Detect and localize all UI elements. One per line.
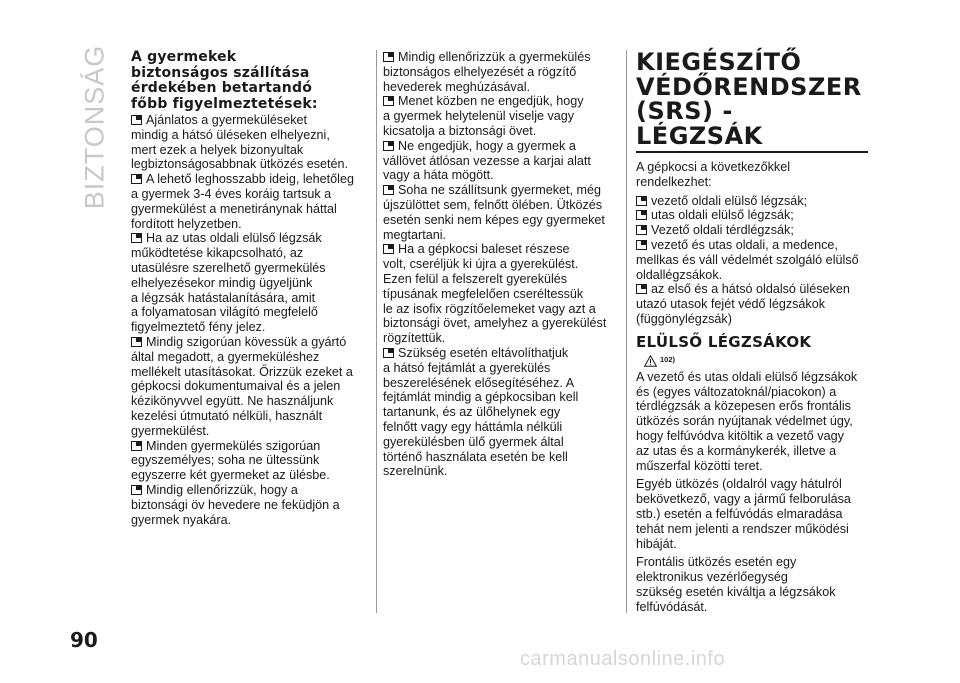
text-line: műszerfal közötti teret. xyxy=(636,458,763,473)
text-line: kézikönyvvel együtt. Ne használjunk xyxy=(131,394,334,409)
text-line: vezető oldali elülső légzsák; xyxy=(651,193,808,208)
warning-ref-number: 102) xyxy=(660,355,676,365)
text-line: Ha az utas oldali elülső légzsák xyxy=(146,231,322,246)
heading-rule xyxy=(636,151,868,153)
bullet-square-icon xyxy=(636,284,647,294)
subsection-heading: ELÜLSŐ LÉGZSÁKOK xyxy=(636,332,812,351)
text-line: legbiztonságosabbnak ütközés esetén. xyxy=(131,157,349,172)
column-divider xyxy=(626,50,627,613)
bullet-list xyxy=(131,113,363,527)
text-line: utas oldali elülső légzsák; xyxy=(651,208,794,223)
text-line: elhelyezésekor mindig ügyeljünk xyxy=(131,275,313,290)
column-2 xyxy=(383,50,615,479)
page-number: 90 xyxy=(70,628,98,652)
bullet-item xyxy=(131,172,363,231)
text-line: biztonságos elhelyezését a rögzítő xyxy=(383,64,577,79)
bullet-item xyxy=(131,439,363,483)
text-line: Frontális ütközés esetén egy xyxy=(636,555,797,570)
warning-reference xyxy=(644,354,868,368)
column-1 xyxy=(131,50,363,527)
text-line: oldallégzsákok. xyxy=(636,267,723,282)
text-line: felnőtt vagy egy háttámla nélküli xyxy=(383,419,563,434)
text-line: A vezető és utas oldali elülső légzsákok xyxy=(636,369,858,384)
text-line: elektronikus vezérlőegység xyxy=(636,570,788,585)
text-line: Ha a gépkocsi baleset részese xyxy=(398,242,570,257)
watermark: carmanualsonline.info xyxy=(520,648,726,670)
bullet-item xyxy=(383,139,615,183)
bullet-item xyxy=(131,483,363,527)
text-line: biztonsági öv hevedere ne feküdjön a xyxy=(131,497,340,512)
text-line: A gépkocsi a következőkkel xyxy=(636,160,791,174)
text-line: esetén senki nem képes egy gyermeket xyxy=(383,212,605,227)
text-line: rendelkezhet: xyxy=(636,174,712,189)
text-line: beszerelésének elősegítéséhez. A xyxy=(383,375,575,390)
warning-heading xyxy=(131,50,363,112)
text-line: hogy felfúvódva kitöltik a vezető vagy xyxy=(636,428,844,443)
body-text xyxy=(636,370,868,615)
text-line: bekövetkező, vagy a jármű felborulása xyxy=(636,492,851,507)
text-line: által megadott, a gyermeküléshez xyxy=(131,349,320,364)
text-line: Soha ne szállítsunk gyermeket, még xyxy=(398,183,602,198)
text-line: gyermekülést. xyxy=(131,423,210,438)
text-line: az első és a hátsó oldalsó üléseken xyxy=(651,282,850,297)
bullet-item xyxy=(636,282,868,326)
bullet-item xyxy=(131,231,363,335)
text-line: Minden gyermekülés szigorúan xyxy=(146,438,321,453)
bullet-list xyxy=(383,50,615,479)
text-line: a gyermek 3-4 éves koráig tartsuk a xyxy=(131,186,332,201)
paragraph xyxy=(636,555,868,614)
bullet-item xyxy=(636,194,868,209)
bullet-square-icon xyxy=(131,485,142,495)
text-line: az utas és a kormánykerék, illetve a xyxy=(636,443,837,458)
bullet-item xyxy=(131,113,363,172)
text-line: mellékelt utasításokat. Őrizzük ezeket a xyxy=(131,364,353,379)
text-line: kezelési útmutató nélküli, használt xyxy=(131,408,323,423)
text-line: gyermekülést a menetiránynak háttal xyxy=(131,201,337,216)
bullet-square-icon xyxy=(383,141,394,151)
text-line: Ne engedjük, hogy a gyermek a xyxy=(398,138,576,153)
bullet-item xyxy=(383,94,615,138)
text-line: Mindig szigorúan kövessük a gyártó xyxy=(146,334,347,349)
text-line: érdekében betartandó xyxy=(131,80,313,96)
warning-triangle-icon xyxy=(644,355,657,367)
text-line: mert ezek a helyek bizonyultak xyxy=(131,142,304,157)
text-line: biztonsági övet, amelyhez a gyerekülést xyxy=(383,316,607,331)
bullet-item xyxy=(383,242,615,346)
section-heading xyxy=(636,50,868,148)
text-line: Vezető oldali térdlégzsák; xyxy=(651,223,794,238)
text-line: kicsatolja a biztonsági övet. xyxy=(383,123,537,138)
text-line: szerelnünk. xyxy=(383,464,448,479)
text-line: figyelmeztető fény jelez. xyxy=(131,320,266,335)
bullet-square-icon xyxy=(636,240,647,250)
bullet-square-icon xyxy=(383,96,394,106)
bullet-square-icon xyxy=(636,196,647,206)
bullet-square-icon xyxy=(131,115,142,125)
text-line: hibáját. xyxy=(636,536,677,551)
text-line: tehát nem jelenti a rendszer működési xyxy=(636,521,849,536)
bullet-item xyxy=(383,346,615,479)
text-line: Ezen felül a felszerelt gyerekülés xyxy=(383,271,568,286)
text-line: Mindig ellenőrizzük, hogy a xyxy=(146,482,298,497)
text-line: megtartani. xyxy=(383,227,446,242)
bullet-square-icon xyxy=(383,52,394,62)
text-line: utasülésre szerelhető gyermekülés xyxy=(131,260,326,275)
bullet-square-icon xyxy=(636,210,647,220)
text-line: a gyermek helytelenül viselje vagy xyxy=(383,109,575,124)
text-line: (SRS) - LÉGZSÁK xyxy=(636,97,763,150)
text-line: A gyermekek xyxy=(131,49,237,65)
text-line: Mindig ellenőrizzük a gyermekülés xyxy=(398,50,591,64)
bullet-item xyxy=(131,335,363,439)
intro-paragraph xyxy=(636,160,868,190)
text-line: Egyéb ütközés (oldalról vagy hátulról xyxy=(636,477,842,492)
text-line: VÉDŐRENDSZER xyxy=(636,72,862,101)
bullet-square-icon xyxy=(131,337,142,347)
text-line: mindig a hátsó üléseken elhelyezni, xyxy=(131,127,330,142)
text-line: gépkocsi dokumentumaival és a jelen xyxy=(131,379,341,394)
text-line: rögzítettük. xyxy=(383,331,446,346)
column-divider xyxy=(376,50,377,613)
text-line: stb.) esetén a felfúvódás elmaradása xyxy=(636,506,843,521)
text-line: gyerekülésben ülő gyermek által xyxy=(383,434,564,449)
text-line: a légzsák hatástalanítására, amit xyxy=(131,290,316,305)
text-line: Menet közben ne engedjük, hogy xyxy=(398,94,584,109)
bullet-square-icon xyxy=(636,225,647,235)
text-line: főbb figyelmeztetések: xyxy=(131,95,318,112)
text-line: történő használata esetén be kell xyxy=(383,449,568,464)
text-line: utazó utasok fejét védő légzsákok xyxy=(636,297,826,312)
text-line: tartanunk, és az ülőhelynek egy xyxy=(383,405,561,420)
text-line: felfúvódását. xyxy=(636,599,708,614)
bullet-item xyxy=(383,183,615,242)
text-line: Szükség esetén eltávolíthatjuk xyxy=(398,345,569,360)
text-line: volt, cseréljük ki újra a gyerekülést. xyxy=(383,257,579,272)
text-line: vállövet átlósan vezesse a karjai alatt xyxy=(383,153,591,168)
bullet-item xyxy=(636,238,868,282)
text-line: (függönylégzsák) xyxy=(636,311,732,326)
paragraph xyxy=(636,477,868,551)
text-line: vezető és utas oldali, a medence, xyxy=(651,237,838,252)
bullet-square-icon xyxy=(383,244,394,254)
text-line: gyermek nyakára. xyxy=(131,512,232,527)
bullet-item xyxy=(636,223,868,238)
text-line: térdlégzsák a közepesen erős frontális xyxy=(636,399,851,414)
bullet-square-icon xyxy=(131,233,142,243)
text-line: működtetése kikapcsolható, az xyxy=(131,246,304,261)
text-line: vagy a háta mögött. xyxy=(383,168,494,183)
bullet-square-icon xyxy=(383,185,394,195)
text-line: ütközés során nyújtanak védelmet úgy, xyxy=(636,414,853,429)
paragraph xyxy=(636,370,868,474)
text-line: mellkas és váll védelmét szolgáló elülső xyxy=(636,252,859,267)
section-side-label: BIZTONSÁG xyxy=(79,44,110,210)
text-line: a folyamatosan világító megfelelő xyxy=(131,305,318,320)
text-line: fejtámlát mindig a gépkocsiban kell xyxy=(383,390,579,405)
text-line: le az isofix rögzítőelemeket vagy azt a xyxy=(383,301,596,316)
bullet-item xyxy=(636,208,868,223)
bullet-item xyxy=(383,50,615,94)
text-line: KIEGÉSZÍTŐ xyxy=(636,48,802,76)
bullet-square-icon xyxy=(383,348,394,358)
text-line: Ajánlatos a gyermeküléseket xyxy=(146,113,308,127)
text-line: a hátsó fejtámlát a gyerekülés xyxy=(383,360,551,375)
text-line: szükség esetén kiváltja a légzsákok xyxy=(636,584,836,599)
bullet-square-icon xyxy=(131,441,142,451)
text-line: és (egyes változatoknál/piacokon) a xyxy=(636,384,837,399)
text-line: újszülöttet sem, felnőtt ölében. Ütközés xyxy=(383,197,603,212)
text-line: egyszemélyes; soha ne ültessünk xyxy=(131,453,320,468)
text-line: egyszerre két gyermeket az ülésbe. xyxy=(131,468,330,483)
text-line: A lehető leghosszabb ideig, lehetőleg xyxy=(146,172,354,187)
text-line: hevederek meghúzásával. xyxy=(383,79,531,94)
text-line: fordított helyzetben. xyxy=(131,216,242,231)
text-line: biztonságos szállítása xyxy=(131,64,310,81)
column-3 xyxy=(636,50,868,619)
bullet-list xyxy=(636,194,868,327)
text-line: típusának megfelelően cseréltessük xyxy=(383,286,584,301)
bullet-square-icon xyxy=(131,174,142,184)
